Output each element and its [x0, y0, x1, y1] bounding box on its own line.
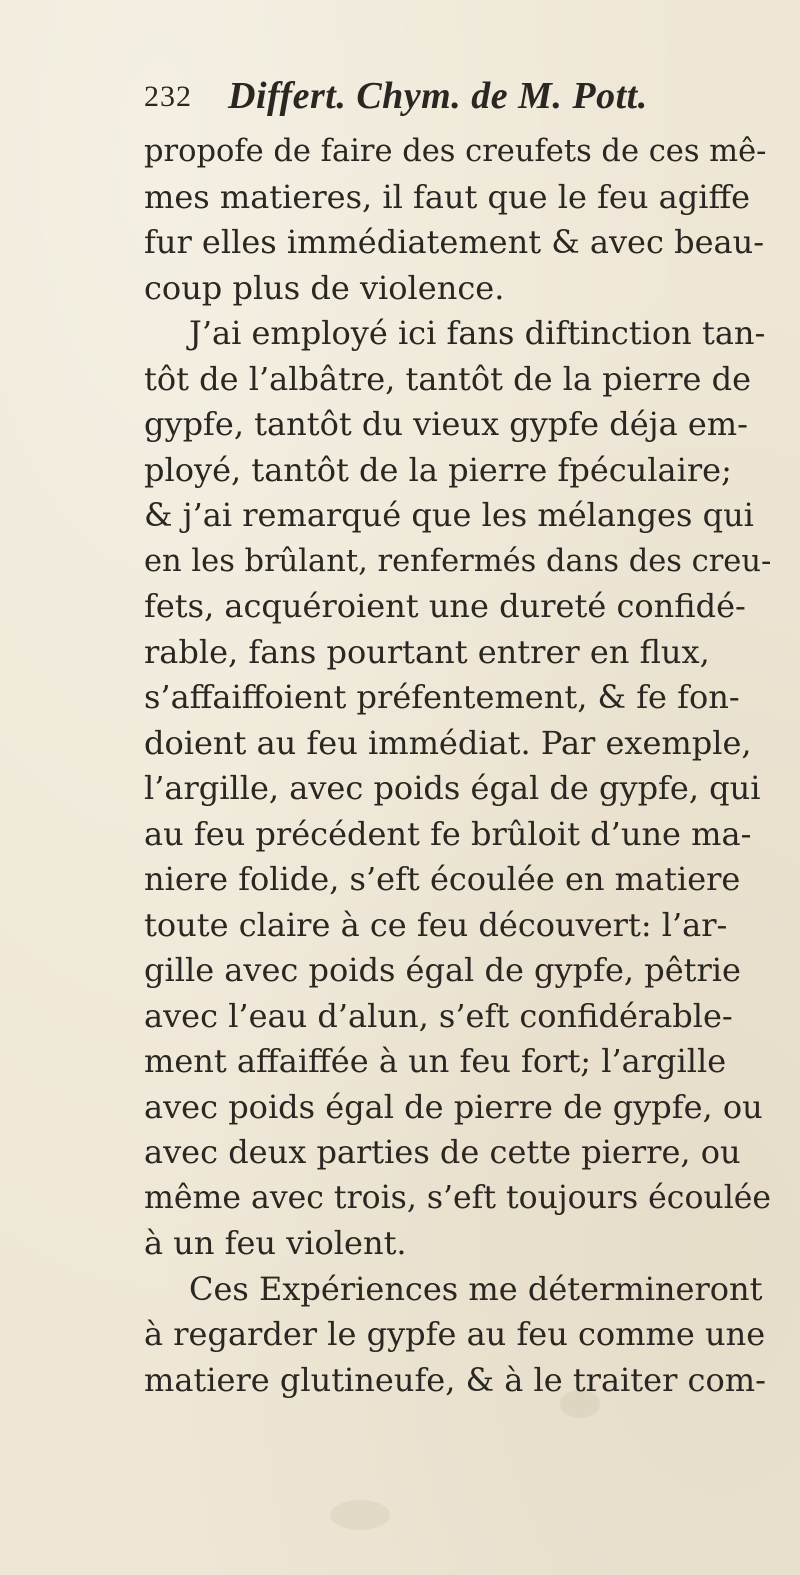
text-line: & j’ai remarqué que les mélanges qui [144, 496, 754, 534]
text-line: mes matieres, il faut que le feu agiffe [144, 177, 751, 216]
text-line: ment affaiffée à un feu fort; l’argille [144, 1042, 727, 1080]
text-line: fur elles immédiatement & avec beau- [144, 223, 764, 261]
text-line: tôt de l’albâtre, tantôt de la pierre de [144, 359, 752, 398]
text-line: à un feu violent. [144, 1224, 407, 1262]
text-line: doient au feu immédiat. Par exemple, [144, 723, 752, 762]
text-line: même avec trois, s’eft toujours écoulée [144, 1179, 772, 1216]
paper-stain [330, 1500, 390, 1530]
text-line: toute claire à ce feu découvert: l’ar- [144, 905, 728, 944]
running-title: Differt. Chym. de M. Pott. [228, 75, 648, 117]
text-line: avec deux parties de cette pierre, ou [144, 1133, 741, 1171]
text-line: avec poids égal de pierre de gypfe, ou [144, 1087, 763, 1126]
text-line: à regarder le gypfe au feu comme une [144, 1315, 766, 1353]
text-line: en les brûlant, renfermés dans des creu- [144, 543, 772, 579]
text-line: ployé, tantôt de la pierre fpéculaire; [144, 450, 732, 489]
text-line: s’affaiffoient préfentement, & fe fon- [144, 678, 740, 716]
paragraph-start-line: Ces Expériences me détermineront [189, 1269, 763, 1308]
paragraph-start-line: J’ai employé ici fans diftinction tan- [189, 314, 766, 352]
text-line: niere folide, s’eft écoulée en matiere [144, 860, 741, 898]
page-header [144, 74, 704, 130]
text-line: au feu précédent fe brûloit d’une ma- [144, 814, 752, 853]
text-line: matiere glutineufe, & à le traiter com- [144, 1360, 766, 1399]
text-line: avec l’eau d’alun, s’eft confidérable- [144, 996, 733, 1035]
text-line: l’argille, avec poids égal de gypfe, qui [144, 769, 761, 807]
text-line: gypfe, tantôt du vieux gypfe déja em- [144, 405, 748, 443]
text-line: coup plus de violence. [144, 268, 505, 307]
text-line: rable, fans pourtant entrer en flux, [144, 632, 710, 671]
text-line: gille avec poids égal de gypfe, pêtrie [144, 951, 741, 989]
text-line: fets, acquéroient une dureté confidé- [144, 587, 746, 625]
page-number: 232 [144, 80, 192, 113]
text-line: propofe de faire des creufets de ces mê- [144, 134, 767, 169]
body-text [144, 129, 774, 1403]
